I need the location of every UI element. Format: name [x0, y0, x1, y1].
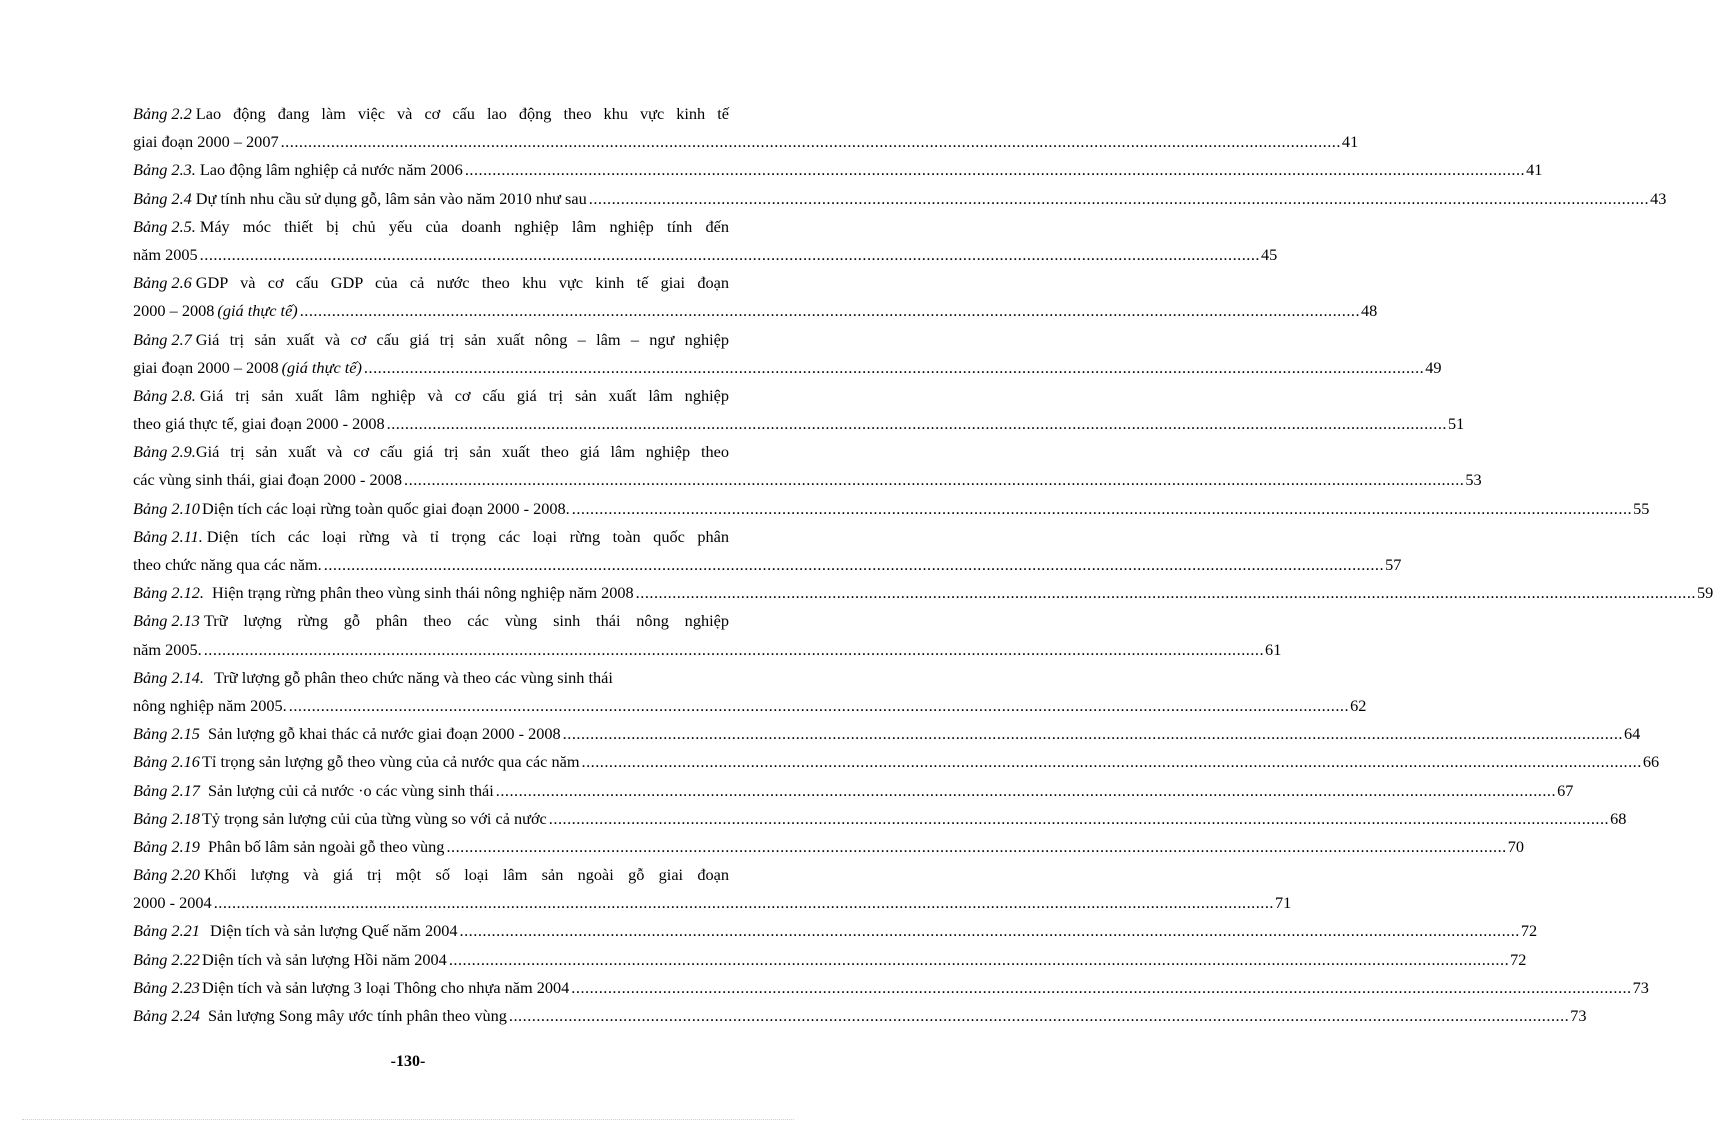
- toc-page-number: 45: [1260, 244, 1278, 264]
- toc-entry-2-5: [133, 213, 729, 241]
- toc-label: Bảng 2.2: [133, 104, 192, 123]
- toc-page-number: 43: [1650, 188, 1667, 208]
- toc-page-number: 64: [1623, 724, 1641, 744]
- bottom-divider: [22, 1119, 794, 1120]
- toc-entry-2-9: [133, 438, 729, 466]
- toc-note: (giá thực tế): [217, 301, 298, 321]
- toc-title: GDP và cơ cấu GDP của cả nước theo khu vực kinh tế giai đoạn: [195, 273, 729, 293]
- toc-title-cont: nông nghiệp năm 2005.: [133, 695, 287, 715]
- toc-title-cont: giai đoạn 2000 – 2007: [133, 132, 279, 152]
- leader-dots: [570, 495, 1632, 523]
- toc-entry-2-14: [133, 664, 729, 692]
- leader-dots: [362, 354, 1424, 382]
- leader-dots: [298, 297, 1360, 325]
- toc-label: Bảng 2.13: [133, 611, 200, 631]
- toc-note: (giá thực tế): [281, 357, 362, 377]
- leader-dots: [202, 636, 1264, 664]
- toc-entry-2-10: [133, 495, 1650, 523]
- toc-title-cont: năm 2005: [133, 244, 198, 264]
- leader-dots: [198, 241, 1260, 269]
- toc-label: Bảng 2.3.: [133, 160, 196, 180]
- toc-page-number: 66: [1642, 752, 1660, 772]
- toc-title: Diện tích và sản lượng 3 loại Thông cho nhựa năm 2004: [201, 977, 570, 997]
- toc-title: Tỉ trọng sản lượng gỗ theo vùng của cả nước qua các năm: [201, 752, 580, 772]
- toc-title: Diện tích và sản lượng Hồi năm 2004: [201, 949, 447, 969]
- toc-page-number: 57: [1385, 555, 1402, 574]
- toc-label: Bảng 2.19: [133, 836, 200, 856]
- toc-label: Bảng 2.23: [133, 977, 200, 997]
- toc-label: Bảng 2.16: [133, 752, 200, 772]
- leader-dots: [561, 720, 1623, 748]
- table-of-tables: [133, 100, 1713, 1030]
- toc-page-number: 62: [1350, 695, 1367, 715]
- toc-entry-2-14-cont: [133, 692, 1367, 720]
- toc-page-number: 59: [1696, 583, 1713, 603]
- toc-page-number: 55: [1633, 498, 1650, 518]
- toc-entry-2-7: [133, 326, 729, 354]
- toc-entry-2-22: [133, 946, 1527, 974]
- toc-entry-2-16: [133, 748, 1660, 776]
- leader-dots: [634, 579, 1696, 607]
- toc-label: Bảng 2.9.: [133, 442, 196, 462]
- toc-entry-2-2-cont: [133, 128, 1359, 156]
- toc-title: Lao động đang làm việc và cơ cấu lao động theo khu vực kinh tế: [195, 104, 729, 123]
- toc-entry-2-6: [133, 269, 729, 297]
- toc-page-number: 61: [1265, 639, 1282, 659]
- toc-title-part2: o các vùng sinh thái: [363, 780, 494, 800]
- leader-dots: [580, 748, 1642, 776]
- toc-entry-2-20: [133, 861, 729, 889]
- toc-label: Bảng 2.10: [133, 498, 200, 518]
- toc-label: Bảng 2.18: [133, 808, 200, 828]
- toc-title: Tỷ trọng sản lượng củi của từng vùng so với cả nước: [201, 808, 547, 828]
- page-number-footer: -130-: [390, 1053, 426, 1070]
- toc-title-cont: các vùng sinh thái, giai đoạn 2000 - 2008: [133, 470, 403, 490]
- toc-title: Hiện trạng rừng phân theo vùng sinh thái nông nghiệp năm 2008: [212, 583, 634, 603]
- toc-label: Bảng 2.21: [133, 921, 200, 941]
- leader-dots: [385, 410, 1447, 438]
- toc-page-number: 67: [1557, 780, 1574, 800]
- toc-label: Bảng 2.11.: [133, 526, 203, 546]
- leader-dots: [279, 128, 1341, 156]
- leader-dots: [569, 974, 1631, 1002]
- toc-entry-2-11-cont: [133, 551, 1402, 579]
- toc-label: Bảng 2.24: [133, 1006, 200, 1025]
- toc-entry-2-7-cont: [133, 354, 1442, 382]
- toc-label: Bảng 2.20: [133, 865, 200, 885]
- toc-label: Bảng 2.12.: [133, 583, 204, 603]
- toc-title: Dự tính nhu cầu sử dụng gỗ, lâm sản vào năm 2010 như sau: [195, 188, 587, 208]
- leader-dots: [402, 466, 1464, 494]
- toc-title-cont: 2000 – 2008: [133, 301, 215, 321]
- leader-dots: [587, 185, 1649, 213]
- leader-dots: [458, 917, 1520, 945]
- toc-title: Giá trị sản xuất lâm nghiệp và cơ cấu giá trị sản xuất lâm nghiệp: [199, 385, 729, 405]
- toc-title: Sản lượng củi cả nước ·: [207, 780, 364, 800]
- toc-entry-2-5-cont: [133, 241, 1278, 269]
- toc-label: Bảng 2.14.: [133, 667, 204, 687]
- toc-page-number: 68: [1610, 808, 1627, 828]
- toc-title: Lao động lâm nghiệp cả nước năm 2006: [199, 160, 463, 180]
- toc-title: Diện tích và sản lượng Quế năm 2004: [209, 921, 458, 941]
- toc-page-number: 41: [1526, 160, 1543, 180]
- toc-entry-2-19: [133, 833, 1525, 861]
- toc-page-number: 72: [1510, 949, 1527, 969]
- toc-entry-2-18: [133, 805, 1627, 833]
- toc-entry-2-17: [133, 777, 1574, 805]
- toc-title: Diện tích các loại rừng toàn quốc giai đoạn 2000 - 2008.: [201, 498, 570, 518]
- toc-page-number: 48: [1361, 301, 1378, 321]
- toc-title: Trữ lượng gỗ phân theo chức năng và theo các vùng sinh thái: [214, 667, 613, 687]
- toc-entry-2-13-cont: [133, 636, 1282, 664]
- toc-label: Bảng 2.4: [133, 188, 192, 208]
- leader-dots: [322, 551, 1384, 579]
- toc-title-cont: theo giá thực tế, giai đoạn 2000 - 2008: [133, 414, 385, 434]
- toc-title: Khối lượng và giá trị một số loại lâm sản ngoài gỗ giai đoạn: [203, 865, 729, 885]
- toc-entry-2-21: [133, 917, 1538, 945]
- leader-dots: [507, 1002, 1569, 1030]
- toc-entry-2-6-cont: [133, 297, 1378, 325]
- toc-title: Giá trị sản xuất và cơ cấu giá trị sản xuất nông – lâm – ngư nghiệp: [195, 329, 729, 349]
- toc-label: Bảng 2.15: [133, 724, 200, 744]
- toc-title: Diện tích các loại rừng và tỉ trọng các loại rừng toàn quốc phân: [206, 526, 729, 546]
- toc-entry-2-3: [133, 156, 1543, 184]
- leader-dots: [494, 777, 1556, 805]
- leader-dots: [287, 692, 1349, 720]
- toc-title-cont: năm 2005.: [133, 639, 202, 659]
- toc-title: Sản lượng Song mây ước tính phân theo vùng: [207, 1006, 507, 1025]
- toc-label: Bảng 2.5.: [133, 216, 196, 236]
- toc-entry-2-11: [133, 523, 729, 551]
- toc-entry-2-15: [133, 720, 1641, 748]
- toc-entry-2-23: [133, 974, 1649, 1002]
- toc-page-number: 49: [1425, 357, 1442, 377]
- toc-page-number: 73: [1632, 977, 1649, 997]
- toc-page-number: 73: [1570, 1006, 1587, 1025]
- toc-page-number: 71: [1275, 893, 1292, 913]
- toc-title: Trữ lượng rừng gỗ phân theo các vùng sinh thái nông nghiệp: [203, 611, 729, 631]
- toc-entry-2-8: [133, 382, 729, 410]
- toc-page-number: 41: [1341, 132, 1359, 152]
- toc-page-number: 53: [1465, 470, 1482, 490]
- leader-dots: [444, 833, 1506, 861]
- toc-title-cont: theo chức năng qua các năm.: [133, 555, 322, 574]
- toc-title: Giá trị sản xuất và cơ cấu giá trị sản xuất theo giá lâm nghiệp theo: [195, 442, 729, 462]
- leader-dots: [212, 889, 1274, 917]
- toc-entry-2-12: [133, 579, 1713, 607]
- toc-label: Bảng 2.8.: [133, 385, 196, 405]
- toc-entry-2-24: [133, 1002, 1587, 1030]
- toc-label: Bảng 2.6: [133, 273, 192, 293]
- toc-entry-2-8-cont: [133, 410, 1465, 438]
- toc-label: Bảng 2.17: [133, 780, 200, 800]
- toc-entry-2-9-cont: [133, 466, 1482, 494]
- leader-dots: [463, 156, 1525, 184]
- toc-page-number: 72: [1520, 921, 1538, 941]
- toc-title-cont: giai đoạn 2000 – 2008: [133, 357, 279, 377]
- toc-title-cont: 2000 - 2004: [133, 893, 212, 913]
- toc-page-number: 51: [1447, 414, 1465, 434]
- toc-page-number: 70: [1507, 836, 1525, 856]
- toc-title: Phân bố lâm sản ngoài gỗ theo vùng: [207, 836, 445, 856]
- toc-title: Máy móc thiết bị chủ yếu của doanh nghiệp lâm nghiệp tính đến: [199, 216, 729, 236]
- toc-label: Bảng 2.22: [133, 949, 200, 969]
- toc-label: Bảng 2.7: [133, 329, 192, 349]
- leader-dots: [547, 805, 1609, 833]
- leader-dots: [447, 946, 1509, 974]
- toc-entry-2-13: [133, 607, 729, 635]
- toc-title: Sản lượng gỗ khai thác cả nước giai đoạn 2000 - 2008: [207, 724, 561, 744]
- toc-entry-2-20-cont: [133, 889, 1292, 917]
- toc-entry-2-4: [133, 185, 1667, 213]
- toc-entry-2-2: [133, 100, 729, 128]
